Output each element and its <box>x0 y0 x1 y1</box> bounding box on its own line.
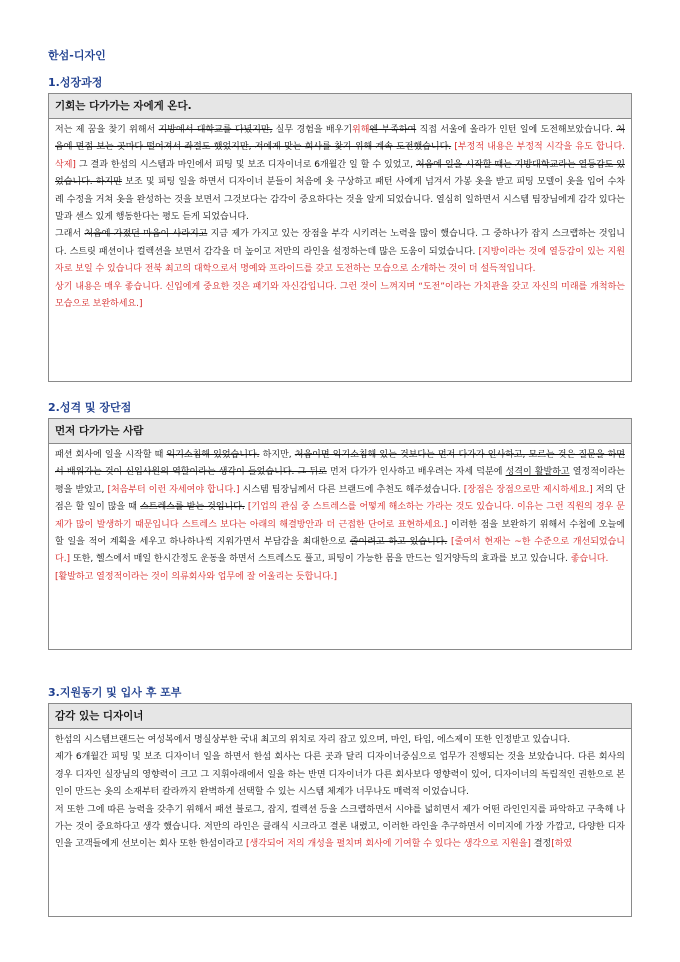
body-text: 제가 6개월간 피팅 및 보조 디자이너 일을 하면서 한섬 회사는 다른 곳과 달리 디자이너중심으로 업무가 진행되는 것을 보았습니다. 다른 회사의 경우 디자인 실장님의 영향력이 크고 그 지휘아래에서 일을 하는 반면 디자이너가 다른 회사보다 영향력이 있어, 디자이너의 독립적인 권한으로 본인이 만드는 옷의 소재부터 칼라까지 완벽하게 선택할 수 있는 시스템 체계가 너무나도 매력적 이었습니다. <box>55 752 625 798</box>
review-comment: [하였 <box>551 839 573 850</box>
deleted-text: 처음에 면접 보는 곳마다 떨어져서 좌절도 했었지만, 저에게 맞는 회사를 찾기 위해 계속 도전했습니다. <box>55 125 625 153</box>
body-text: 이러한 점을 보완하기 위해서 수첩에 오늘에 할 일을 적어 계획을 세우고 하나하나씩 지워가면서 부담감을 최대한으로 <box>55 519 625 548</box>
section-body <box>49 729 631 858</box>
review-comment: 상기 내용은 매우 좋습니다. 신입에게 중요한 것은 패기와 자신감입니다. 그런 것이 느껴지며 “도전”이라는 가치관을 갖고 자신의 미래를 개척하는 모습으로 보완하세요.] <box>55 281 625 310</box>
underlined-text: 성격이 활발하고 <box>505 467 570 478</box>
review-comment: [부정적 내용은 부정적 시각을 유도 합니다. 삭제] <box>55 142 625 170</box>
deleted-text: 줄이려고 하고 있습니다. <box>349 537 448 548</box>
review-comment: [기업의 관심 중 스트레스를 어떻게 해소하는 가라는 것도 있습니다. 이유는 그런 직원의 경우 문제가 많이 발생하기 때문입니다 스트레스 보다는 아래의 해결방안과 더 근접한 단어로 표현하세요.] <box>55 502 626 530</box>
deleted-text: 지방에서 대학교를 다녔지만, <box>158 125 273 135</box>
review-comment: 위해 <box>352 125 370 135</box>
review-comment: [줄여서 현재는 ~한 수준으로 개선되었습니다.] <box>55 537 625 565</box>
section-body <box>49 444 631 590</box>
review-comment: [장점은 장점으로만 제시하세요.] <box>463 484 593 495</box>
body-text: 보조 및 피팅 일을 하면서 디자이너 분들이 처음에 옷 구상하고 패턴 사에게 넘겨서 가봉 옷을 받고 피팅 모델이 옷을 입어 수차례 수정을 거쳐 옷을 완성하는 것을 보면서 그것보다는 감각이 중요하다는 것을 알게 되었습니다. 열심히 일하면서 시스템 팀장님에게 감각 있다는 말과 센스 있게 행동한다는 평도 듣게 되었습니다. <box>55 177 625 223</box>
body-text: 그래서 <box>55 229 85 240</box>
review-comment: [지방이라는 것에 열등감이 있는 지원자로 보일 수 있습니다 전북 최고의 대학으로서 명예와 프라이드를 갖고 도전하는 모습으로 소개하는 것이 더 설득적입니다. <box>55 246 625 275</box>
deleted-text: 익기소침해 있었습니다. <box>166 450 260 460</box>
body-text: 열정적이라는 평을 받았고, <box>55 467 625 495</box>
paragraph <box>55 447 625 569</box>
body-text: 한섬의 시스템브랜드는 여성복에서 명실상부한 국내 최고의 위치로 자리 잡고 있으며, 마인, 타임, 에스제이 또한 인정받고 있습니다. <box>55 735 571 745</box>
body-text: 시스템 팀장님께서 다른 브랜드에 추천도 해주셨습니다. <box>239 484 464 495</box>
paragraph <box>55 569 625 586</box>
paragraph <box>55 226 625 278</box>
body-text: 저 또한 그에 따른 능력을 갖추기 위해서 패션 블로그, 잡지, 컬렉션 등을 스크랩하면서 시야를 넓히면서 제가 어떤 라인인지를 파악하고 구축해 나가는 것이 중요하다고 생각 했습니다. 저만의 라인은 클래식 시크라고 결론 내렸고, 이러한 라인을 추구하면서 이미지에 가장 가깝고, 다양한 디자인을 고객들에게 선보이는 회사 또한 한섬이라고 <box>55 804 625 850</box>
body-text: 또한, 헬스에서 매일 한시간정도 운동을 하면서 스트레스도 풀고, 피팅이 가능한 몸을 만드는 일거양득의 효과를 보고 있습니다. <box>70 554 571 565</box>
body-text: 저의 단점은 할 일이 많을 때 <box>55 484 625 513</box>
paragraph <box>55 732 625 749</box>
paragraph <box>55 279 625 314</box>
body-text: 패션 회사에 일을 시작할 때 <box>55 450 167 460</box>
body-text: 직접 서울에 올라가 인턴 일에 도전해보았습니다. <box>416 125 617 135</box>
review-comment: [활발하고 열정적이라는 것이 의류회사와 업무에 잘 어울리는 듯합니다.] <box>55 571 338 582</box>
body-text: 먼저 다가가 인사하고 배우려는 자세 덕분에 <box>326 467 506 478</box>
paragraph <box>55 802 625 854</box>
review-comment: 좋습니다. <box>570 554 609 565</box>
deleted-text: 처음이면 익기소침해 있는 것보다는 먼저 다가가 인사하고, 모르는 것은 질문을 하면서 배워가는 것이 신입사원의 역할이라는 생각이 들었습니다. 그 뒤로 <box>55 450 625 478</box>
deleted-text: 처음에 가졌던 마음이 사라지고 <box>84 229 208 240</box>
body-text: 저는 제 꿈을 찾기 위해서 <box>55 125 159 135</box>
body-text: 그 결과 한섬의 시스템과 마인에서 피팅 및 보조 디자이너로 6개월간 일 할 수 있었고, <box>75 159 416 170</box>
deleted-text: 엔 부족하여 <box>369 125 417 135</box>
section-box <box>48 703 632 917</box>
section-box <box>48 418 632 650</box>
body-text: 하지만, <box>259 450 295 460</box>
document-title: 한섬-디자인 <box>48 49 106 62</box>
section-box-title: 먼저 다가가는 사람 <box>49 419 631 444</box>
body-text: 지금 제가 가지고 있는 장점을 부각 시키려는 노력을 많이 했습니다. 그 중하나가 잡지 스크랩하는 것입니다. 스트릿 패션이나 컬렉션을 보면서 감각을 더 높이고 저만의 라인을 설정하는데 많은 도움이 되었습니다. <box>55 229 625 257</box>
review-comment: [처음부터 이런 자세여야 합니다.] <box>107 484 240 495</box>
section-heading: 1.성장과정 <box>48 76 103 89</box>
review-comment: [생각되어 저의 개성을 펼치며 회사에 기여할 수 있다는 생각으로 지원을] <box>246 839 531 850</box>
paragraph <box>55 122 625 226</box>
paragraph <box>55 749 625 801</box>
section-body <box>49 119 631 317</box>
body-text: 실무 경험을 배우기 <box>272 125 353 135</box>
section-heading: 2.성격 및 장단점 <box>48 401 132 414</box>
section-box-title: 기회는 다가가는 자에게 온다. <box>49 94 631 119</box>
section-heading: 3.지원동기 및 입사 후 포부 <box>48 686 182 699</box>
section-box-title: 감각 있는 디자이너 <box>49 704 631 729</box>
deleted-text: 스트레스를 받는 것입니다. <box>140 502 245 513</box>
section-box <box>48 93 632 382</box>
body-text: 결정 <box>530 839 552 850</box>
deleted-text: 처음에 일을 시작할 때는 지방대학교라는 열등감도 있었습니다. 하지만 <box>55 159 625 188</box>
